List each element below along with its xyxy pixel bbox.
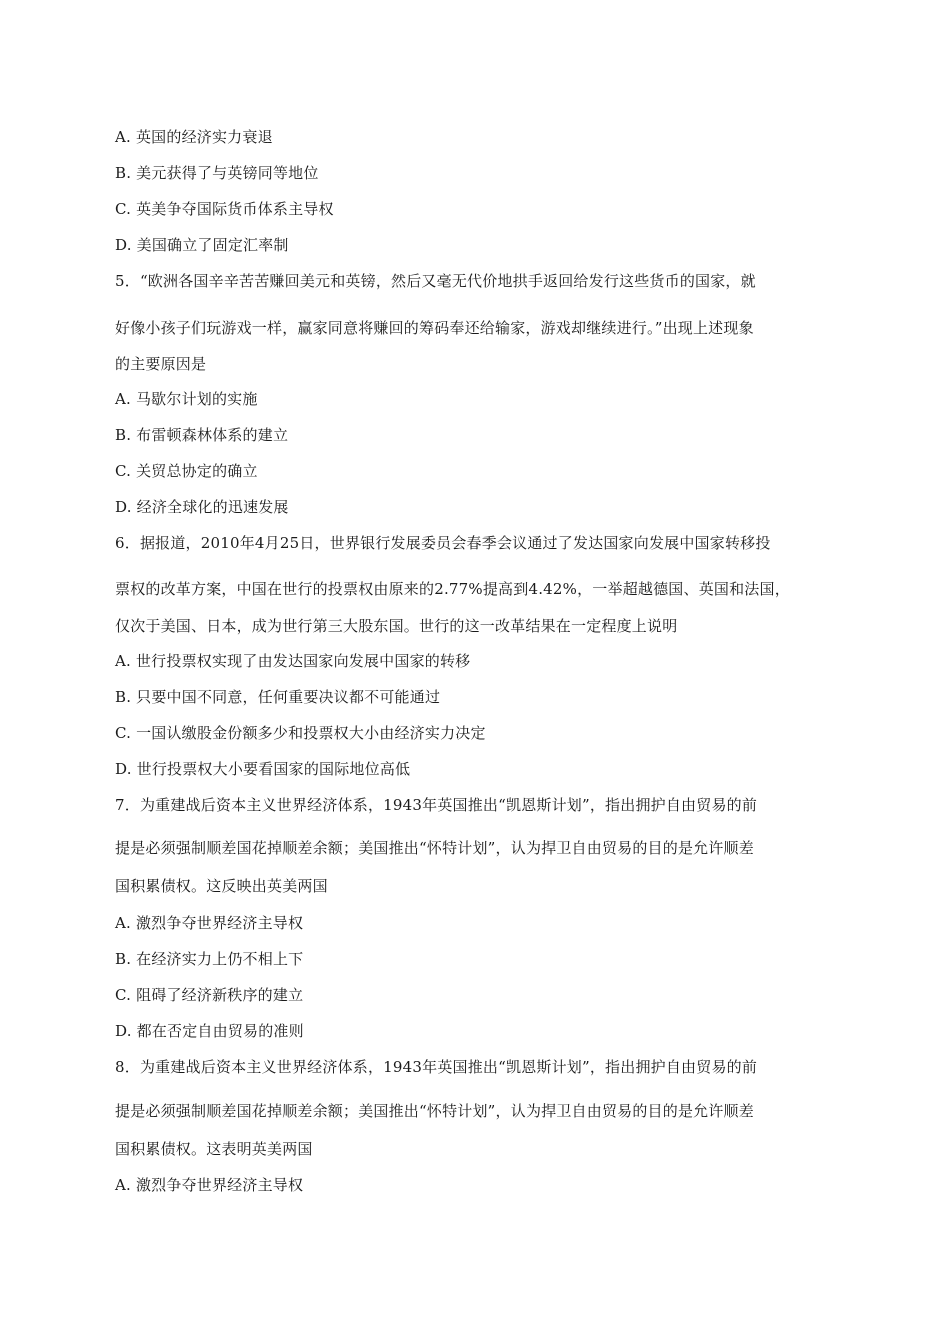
question-5-option-b: B. 布雷顿森林体系的建立 xyxy=(115,426,289,444)
question-7-option-b: B. 在经济实力上仍不相上下 xyxy=(115,950,304,968)
question-7-stem-line-3: 国积累债权。这反映出英美两国 xyxy=(115,877,328,895)
question-7-stem-line-1: 7．为重建战后资本主义世界经济体系，1943年英国推出“凯恩斯计划”，指出拥护自由贸易的前 xyxy=(115,796,758,814)
question-5-stem-line-2: 好像小孩子们玩游戏一样，赢家同意将赚回的筹码奉还给输家，游戏却继续进行。”出现上述现象 xyxy=(115,319,754,337)
question-6-option-a: A. 世行投票权实现了由发达国家向发展中国家的转移 xyxy=(115,652,471,670)
question-5-option-a: A. 马歇尔计划的实施 xyxy=(115,390,258,408)
question-6-stem-line-3: 仅次于美国、日本，成为世行第三大股东国。世行的这一改革结果在一定程度上说明 xyxy=(115,617,678,635)
question-5-stem-line-3: 的主要原因是 xyxy=(115,355,207,373)
question-5-stem-line-1: 5．“欧洲各国辛辛苦苦赚回美元和英镑，然后又毫无代价地拱手返回给发行这些货币的国家，就 xyxy=(115,272,756,290)
question-7-stem-line-2: 提是必须强制顺差国花掉顺差余额；美国推出“怀特计划”，认为捍卫自由贸易的目的是允许顺差 xyxy=(115,839,754,857)
prev-option-d: D. 美国确立了固定汇率制 xyxy=(115,236,289,254)
question-5-option-c: C. 关贸总协定的确立 xyxy=(115,462,258,480)
question-7-option-c: C. 阻碍了经济新秩序的建立 xyxy=(115,986,304,1004)
question-6-option-c: C. 一国认缴股金份额多少和投票权大小由经济实力决定 xyxy=(115,724,486,742)
question-8-stem-line-3: 国积累债权。这表明英美两国 xyxy=(115,1140,313,1158)
question-8-stem-line-1: 8．为重建战后资本主义世界经济体系，1943年英国推出“凯恩斯计划”，指出拥护自由贸易的前 xyxy=(115,1058,758,1076)
prev-option-c: C. 英美争夺国际货币体系主导权 xyxy=(115,200,334,218)
question-6-option-d: D. 世行投票权大小要看国家的国际地位高低 xyxy=(115,760,411,778)
question-8-stem-line-2: 提是必须强制顺差国花掉顺差余额；美国推出“怀特计划”，认为捍卫自由贸易的目的是允许顺差 xyxy=(115,1102,754,1120)
question-7-option-d: D. 都在否定自由贸易的准则 xyxy=(115,1022,304,1040)
prev-option-b: B. 美元获得了与英镑同等地位 xyxy=(115,164,319,182)
prev-option-a: A. 英国的经济实力衰退 xyxy=(115,128,273,146)
question-7-option-a: A. 激烈争夺世界经济主导权 xyxy=(115,914,304,932)
question-6-stem-line-1: 6．据报道，2010年4月25日，世界银行发展委员会春季会议通过了发达国家向发展中国家转移投 xyxy=(115,534,771,552)
question-5-option-d: D. 经济全球化的迅速发展 xyxy=(115,498,289,516)
question-6-stem-line-2: 票权的改革方案，中国在世行的投票权由原来的2.77%提高到4.42%，一举超越德国、英国和法国， xyxy=(115,580,790,598)
question-6-option-b: B. 只要中国不同意，任何重要决议都不可能通过 xyxy=(115,688,441,706)
question-8-option-a: A. 激烈争夺世界经济主导权 xyxy=(115,1176,304,1194)
